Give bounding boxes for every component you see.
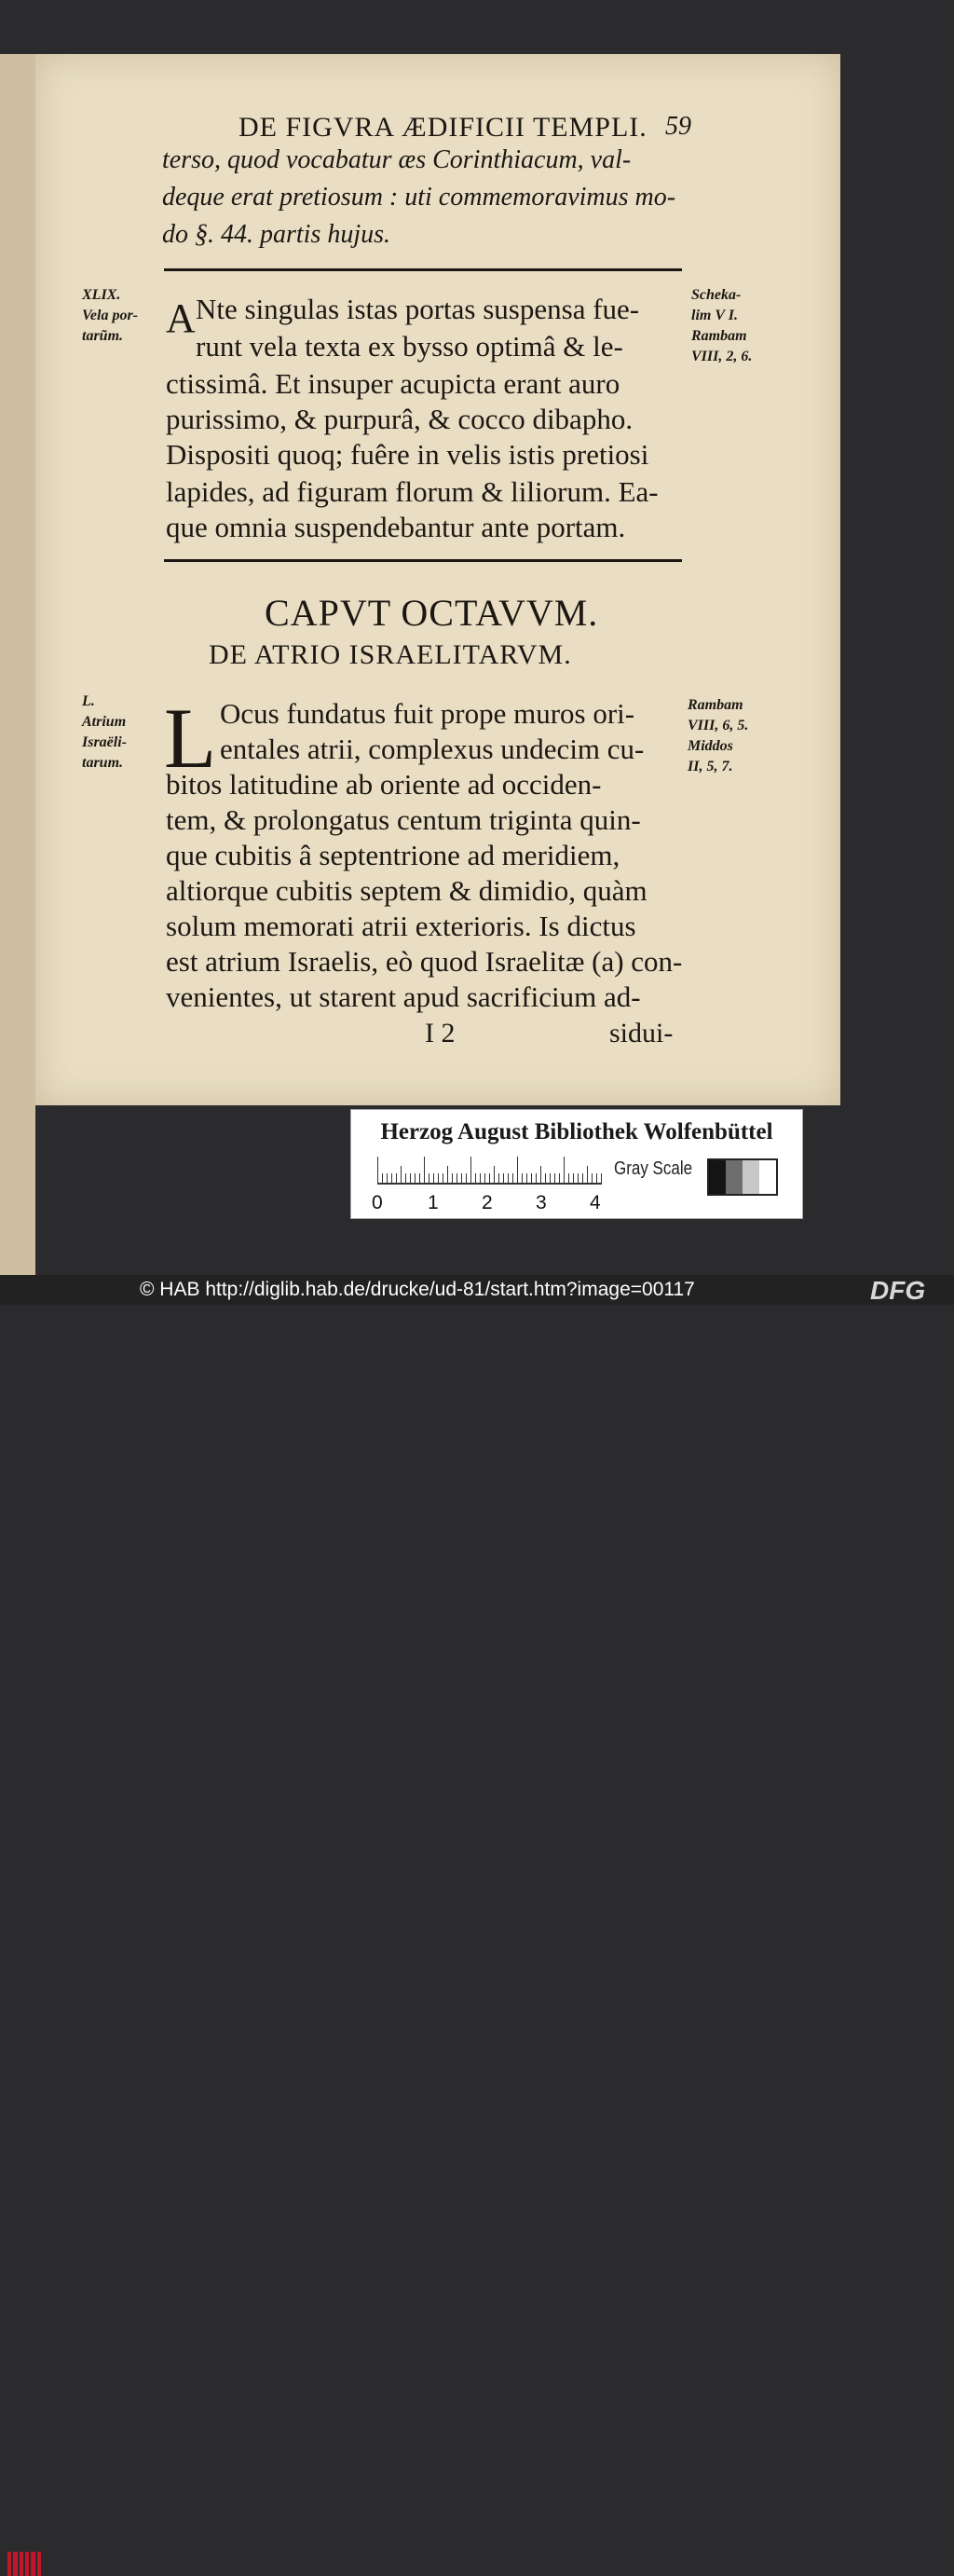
text-line: bitos latitudine ab oriente ad occiden- [166,768,602,801]
gray-swatch [743,1160,759,1194]
margin-note-line: tarũm. [82,328,124,344]
text-line: deque erat pretiosum : uti commemoravimus mo- [162,183,676,212]
ruler-tick [410,1173,411,1185]
text-line: Nte singulas istas portas suspensa fue- [196,293,640,325]
ruler-tick [531,1173,532,1185]
margin-note-line: Rambam [691,328,747,344]
dfg-logo: DFG [870,1276,926,1305]
margin-note-left [82,692,127,774]
color-scale-card [350,1109,803,1219]
text-line: Ocus fundatus fuit prope muros ori- [220,697,635,730]
margin-note-line: XLIX. [82,287,121,303]
gray-scale-label: Gray Scale [614,1158,693,1179]
margin-note-line: II, 5, 7. [688,759,733,774]
ruler-tick [582,1173,583,1185]
ruler-tick [508,1173,509,1185]
margin-note-line: L. [82,693,95,709]
ruler-tick [452,1173,453,1185]
ruler-tick [526,1173,527,1185]
ruler-tick [550,1173,551,1185]
chapter-subtitle: DE ATRIO ISRAELITARVM. [209,639,572,670]
ruler-tick [596,1173,597,1185]
adjacent-page-edge [0,54,35,1275]
gray-swatch [726,1160,743,1194]
text-line: est atrium Israelis, eò quod Israelitæ (a) con- [166,945,683,978]
text-line: que cubitis â septentrione ad meridiem, [166,839,620,871]
hab-logo-icon [7,2552,41,2576]
ruler-tick [387,1173,388,1185]
running-head: DE FIGVRA ÆDIFICII TEMPLI. [238,112,647,143]
text-line: que omnia suspendebantur ante portam. [166,511,626,543]
text-line: solum memorati atrii exterioris. Is dictus [166,910,636,942]
ruler-tick [438,1173,439,1185]
text-line: ctissimâ. Et insuper acupicta erant auro [166,367,620,400]
ruler-tick [424,1157,425,1185]
ruler-tick [559,1173,560,1185]
margin-note-line: Scheka- [691,287,742,303]
text-line: venientes, ut starent apud sacrificium ad- [166,980,641,1013]
drop-capital: L [164,691,217,786]
scale-number: 4 [590,1192,601,1213]
scale-number: 3 [536,1192,547,1213]
ruler-tick [419,1173,420,1185]
ruler-tick [470,1157,471,1185]
ruler-tick [545,1173,546,1185]
ruler-tick [540,1166,541,1185]
ruler-tick [382,1173,383,1185]
ruler-tick [536,1173,537,1185]
scale-number: 2 [482,1192,493,1213]
text-line: tem, & prolongatus centum triginta quin- [166,803,641,836]
ruler-tick [494,1166,495,1185]
text-line: altiorque cubitis septem & dimidio, quàm [166,874,647,907]
library-name: Herzog August Bibliothek Wolfenbüttel [380,1119,773,1144]
margin-note-line: Israëli- [82,734,127,750]
ruler-tick [498,1173,499,1185]
ruler-tick [405,1173,406,1185]
ruler-tick [573,1173,574,1185]
margin-note-line: lim V I. [691,308,738,323]
ruler-tick [489,1173,490,1185]
text-line: entales atrii, complexus undecim cu- [220,733,645,765]
gray-scale-swatches [707,1158,778,1196]
margin-note-line: Middos [688,738,733,754]
ruler-tick [522,1173,523,1185]
ruler-tick [484,1173,485,1185]
ruler-tick [517,1157,518,1185]
catchword: sidui- [609,1018,674,1048]
ruler-tick [568,1173,569,1185]
gray-swatch [709,1160,726,1194]
scale-number: 1 [428,1192,439,1213]
ruler-tick [592,1173,593,1185]
margin-note-line: VIII, 6, 5. [688,718,749,733]
ruler-tick [391,1173,392,1185]
margin-note-line: tarum. [82,755,124,771]
margin-note-right [691,285,752,367]
ruler-tick [377,1157,378,1185]
margin-note-line: VIII, 2, 6. [691,349,753,364]
text-line: Dispositi quoq; fuêre in velis istis pretiosi [166,438,649,471]
text-line: runt vela texta ex bysso optimâ & le- [196,330,623,363]
text-line: purissimo, & purpurâ, & cocco dibapho. [166,403,634,435]
copyright-link[interactable]: © HAB http://diglib.hab.de/drucke/ud-81/start.htm?image=00117 [140,1279,695,1300]
margin-note-left [82,285,138,347]
footer-bar [0,1275,954,1305]
scale-number: 0 [372,1192,383,1213]
section-rule [164,559,682,562]
ruler-tick [475,1173,476,1185]
section-rule [164,268,682,271]
drop-capital: A [166,295,196,341]
ruler-tick [447,1166,448,1185]
signature-mark: I 2 [425,1018,456,1048]
ruler-tick [396,1173,397,1185]
margin-note-line: Atrium [82,714,127,730]
ruler-scale [377,1157,601,1185]
ruler-tick [564,1157,565,1185]
chapter-title: CAPVT OCTAVVM. [265,592,599,634]
margin-note-line: Rambam [688,697,743,713]
ruler-tick [466,1173,467,1185]
ruler-tick [480,1173,481,1185]
text-line: lapides, ad figuram florum & liliorum. Ea- [166,475,659,508]
ruler-tick [461,1173,462,1185]
text-line: do §. 44. partis hujus. [162,220,391,249]
ruler-tick [503,1173,504,1185]
gray-swatch [759,1160,776,1194]
ruler-tick [433,1173,434,1185]
margin-note-right [688,695,748,777]
ruler-tick [578,1173,579,1185]
ruler-tick [512,1173,513,1185]
page-number: 59 [665,112,691,141]
book-page [35,54,840,1105]
ruler-tick [401,1166,402,1185]
ruler-tick [587,1166,588,1185]
text-line: terso, quod vocabatur æs Corinthiacum, val- [162,145,632,174]
margin-note-line: Vela por- [82,308,138,323]
ruler-tick [601,1173,602,1185]
ruler-tick [415,1173,416,1185]
ruler-tick [554,1173,555,1185]
